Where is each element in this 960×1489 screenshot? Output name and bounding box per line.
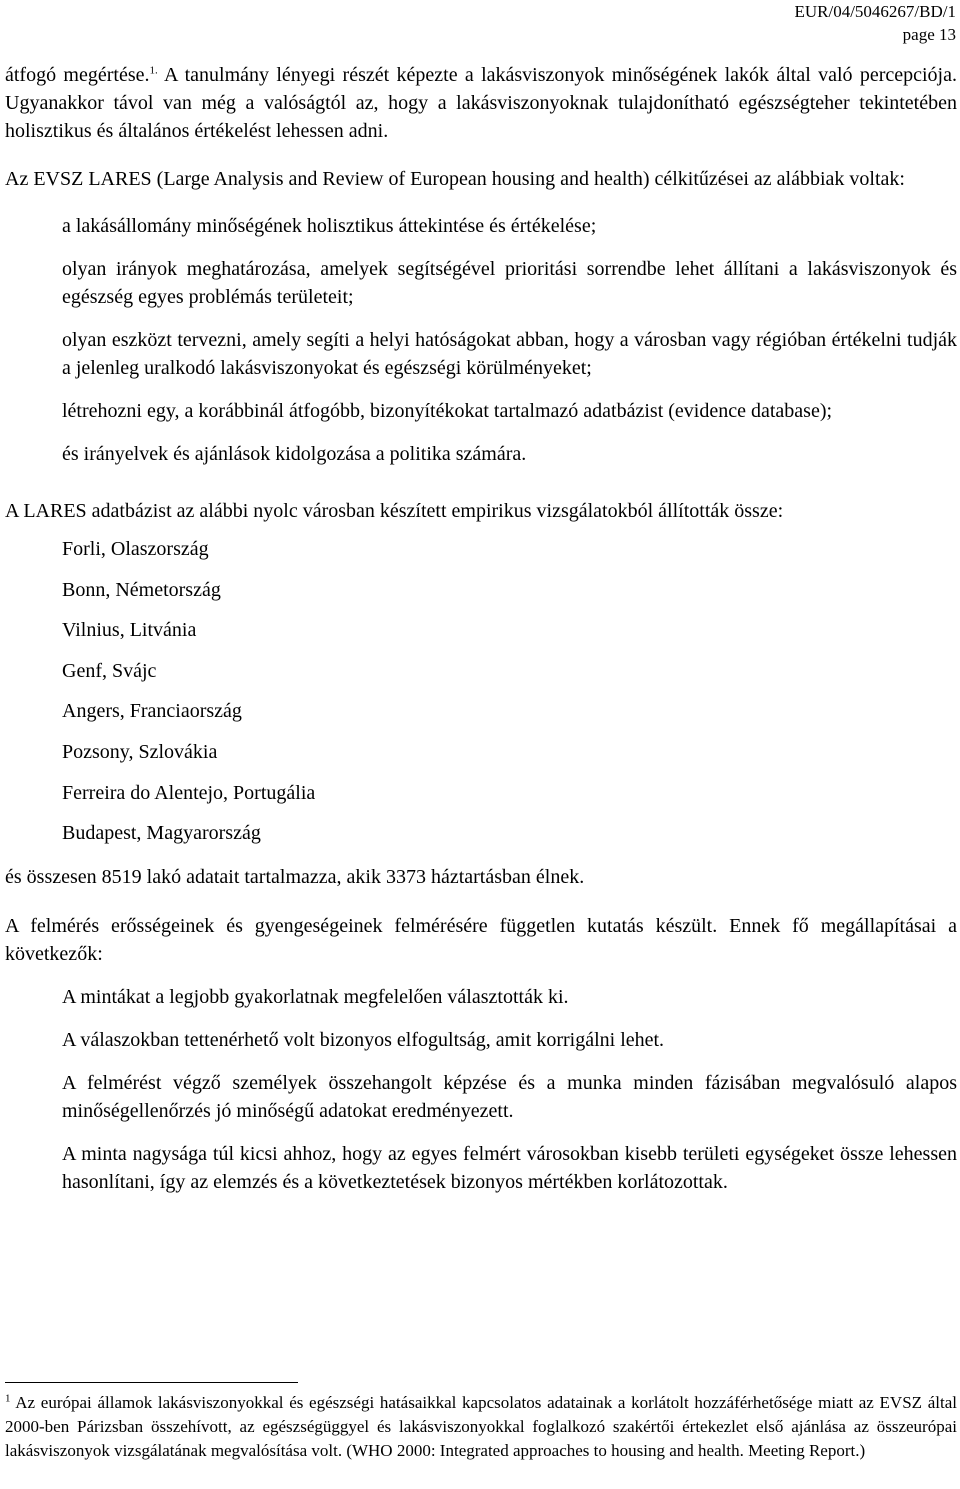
database-intro: A LARES adatbázist az alábbi nyolc városban készített empirikus vizsgálatokból állították össze: xyxy=(5,500,784,522)
footnote-divider xyxy=(5,1382,298,1383)
objective-item: létrehozni egy, a korábbinál átfogóbb, bizonyítékokat tartalmazó adatbázist (evidence database); xyxy=(62,400,833,422)
footnote-reference: 1. xyxy=(149,64,158,77)
objectives-list xyxy=(5,212,957,468)
city-item: Pozsony, Szlovákia xyxy=(62,740,218,763)
finding-item: A mintákat a legjobb gyakorlatnak megfelelően választották ki. xyxy=(62,986,569,1009)
finding-item: A válaszokban tettenérhető volt bizonyos elfogultság, amit korrigálni lehet. xyxy=(62,1029,665,1052)
paragraph-text-rest: A tanulmány lényegi részét képezte a lakásviszonyok minőségének lakók által való percepciója. Ugyanakkor távol van még a valóságtól az, hogy a lakásviszonyoknak tulajdonítható egészségteher tekintetében holisztikus és általános értékelést lehessen adni. xyxy=(5,64,957,142)
page-body xyxy=(5,61,957,1211)
city-item: Ferreira do Alentejo, Portugália xyxy=(62,781,316,804)
city-item: Budapest, Magyarország xyxy=(62,822,261,845)
objective-item: olyan eszközt tervezni, amely segíti a helyi hatóságokat abban, hogy a városban vagy régióban értékelni tudják a jelenleg uralkodó lakásviszonyokat és egészségi körülményeket; xyxy=(62,329,957,379)
footnote-marker: 1 xyxy=(5,1392,11,1405)
finding-item: A felmérést végző személyek összehangolt képzése és a munka minden fázisában megvalósuló alapos minőségellenőrzés jó minőségű adatokat eredményezett. xyxy=(62,1072,957,1123)
city-list xyxy=(5,535,957,847)
footnote-text: Az európai államok lakásviszonyokkal és egészségi hatásaikkal kapcsolatos adatainak a korlátolt hozzáférhetősége miatt az EVSZ által 2000-ben Párizsban összehívott, az egészségüggyel és lakásviszonyokkal foglalkozó szakértői értekezlet első ajánlása az összeurópai lakásviszonyok vizsgálatának megvalósítása volt. (WHO 2000: Integrated approaches to housing and health. Meeting Report.) xyxy=(5,1393,957,1460)
objectives-intro: Az EVSZ LARES (Large Analysis and Review of European housing and health) célkitűzései az alábbiak voltak: xyxy=(5,168,905,190)
page-number: page 13 xyxy=(902,25,956,44)
city-item: Forli, Olaszország xyxy=(62,538,209,560)
footnote xyxy=(5,1391,957,1463)
document-reference: EUR/04/5046267/BD/1 xyxy=(794,2,956,21)
objective-item: a lakásállomány minőségének holisztikus áttekintése és értékelése; xyxy=(62,215,597,237)
findings-list xyxy=(5,983,957,1196)
objective-item: és irányelvek és ajánlások kidolgozása a politika számára. xyxy=(62,443,527,465)
city-item: Angers, Franciaország xyxy=(62,700,242,723)
city-item: Genf, Svájc xyxy=(62,659,157,682)
objective-item: olyan irányok meghatározása, amelyek segítségével prioritási sorrendbe lehet állítani a lakásviszonyok és egészség egyes problémás területeit; xyxy=(62,258,957,308)
page-header xyxy=(794,0,956,46)
city-item: Vilnius, Litvánia xyxy=(62,619,197,642)
city-item: Bonn, Németország xyxy=(62,578,221,601)
paragraph-text-start: átfogó megértése. xyxy=(5,64,150,86)
continuation-paragraph xyxy=(5,61,957,145)
finding-item: A minta nagysága túl kicsi ahhoz, hogy az egyes felmért városokban kisebb területi egységeket össze lehessen hasonlítani, így az elemzés és a következtetések bizonyos mértékben korlátozottak. xyxy=(62,1143,957,1194)
total-summary: és összesen 8519 lakó adatait tartalmazza, akik 3373 háztartásban élnek. xyxy=(5,866,585,889)
assessment-intro: A felmérés erősségeinek és gyengeségeinek felmérésére független kutatás készült. Ennek fő megállapításai a következők: xyxy=(5,915,957,966)
